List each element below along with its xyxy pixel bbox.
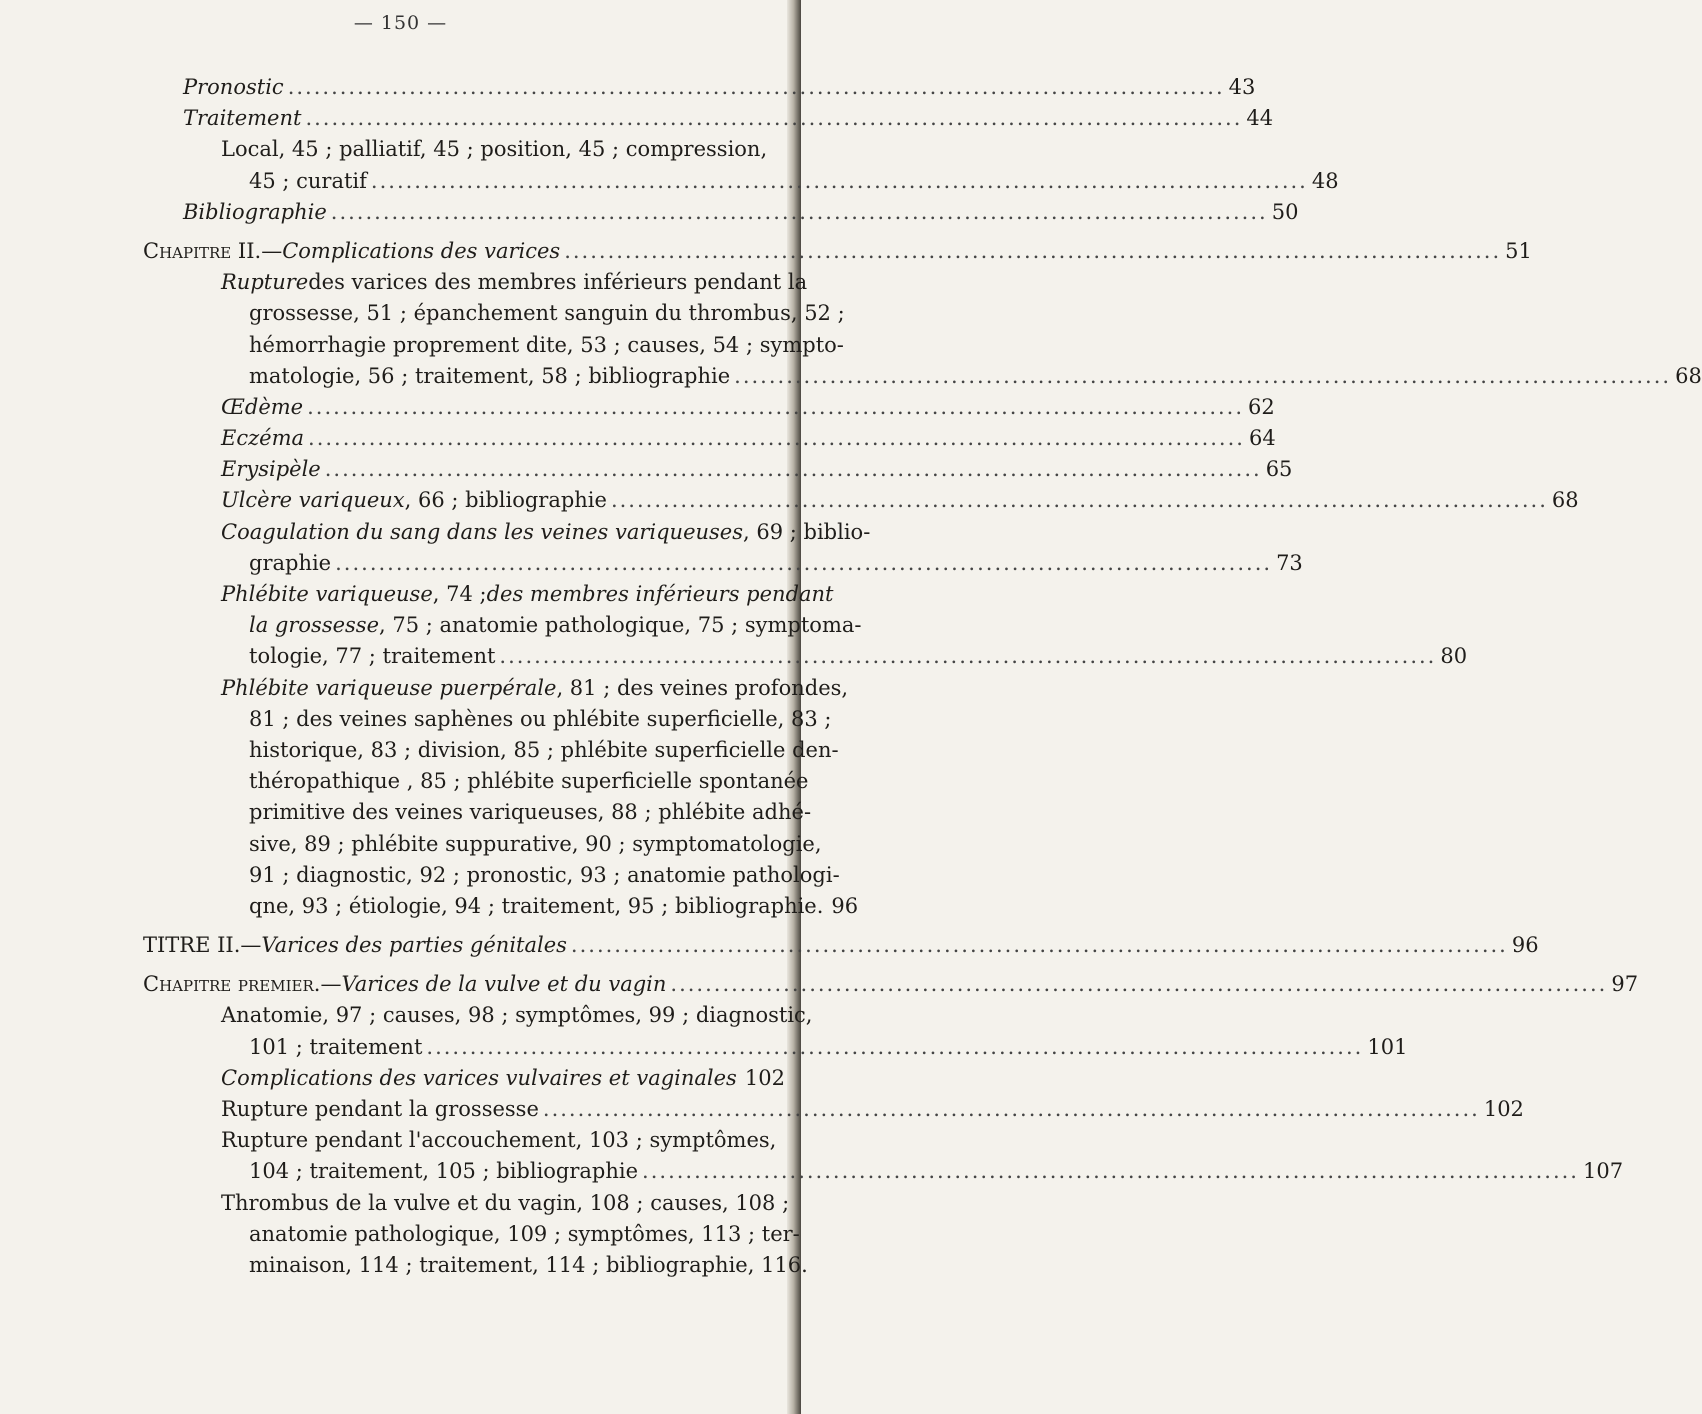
- titre-heading-ii: TITRE II. — Varices des parties génitales ..... 96: [143, 932, 773, 963]
- toc-entry-phlebite-puerperale: Phlébite variqueuse puerpérale , 81 ; des veines profondes,: [221, 675, 849, 700]
- toc-entry-rupture-grossesse: Rupture pendant la grossesse ..... 102: [183, 1096, 773, 1127]
- toc-text-line: Anatomie, 97 ; causes, 98 ; symptômes, 99 ; diagnostic,: [221, 1003, 813, 1028]
- toc-entry-rupture: Rupture des varices des membres inférieurs pendant la: [221, 270, 808, 295]
- toc-entry-eczema: Eczéma ..... 64: [183, 425, 773, 456]
- toc-entry-oedeme: Œdème ..... 62: [183, 394, 773, 425]
- toc-entry-ulcere: Ulcère variqueux , 66 ; bibliographie ..... 68: [183, 487, 773, 518]
- toc-text-line: Local, 45 ; palliatif, 45 ; position, 45 ; compression,: [221, 137, 768, 162]
- toc-text-line: primitive des veines variqueuses, 88 ; phlébite adhé-: [249, 800, 812, 825]
- toc-text-line: hémorrhagie proprement dite, 53 ; causes, 54 ; sympto-: [249, 332, 844, 357]
- toc-text-line: anatomie pathologique, 109 ; symptômes, 113 ; ter-: [249, 1221, 800, 1246]
- toc-entry-erysipele: Erysipèle ..... 65: [183, 456, 773, 487]
- toc-entry-phlebite: Phlébite variqueuse , 74 ; des membres inférieurs pendant: [221, 582, 834, 606]
- toc-entry-traitement: Traitement ..... 44: [183, 105, 773, 136]
- toc-text-line: théropathique , 85 ; phlébite superficielle spontanée: [249, 769, 809, 794]
- toc-entry-bibliographie: Bibliographie ..... 50: [183, 199, 773, 230]
- chapter-heading-premier: Chapitre premier. — Varices de la vulve et du vagin ..... 97: [143, 971, 773, 1002]
- toc-entry-pronostic: Pronostic ..... 43: [183, 74, 773, 105]
- toc-text-line: matologie, 56 ; traitement, 58 ; bibliographie ..... 68: [183, 363, 773, 394]
- toc-text-line: minaison, 114 ; traitement, 114 ; bibliographie, 116.: [249, 1252, 808, 1277]
- toc-entry-thrombus: Thrombus de la vulve et du vagin, 108 ; causes, 108 ;: [221, 1190, 790, 1215]
- toc-text-line: tologie, 77 ; traitement ..... 80: [183, 643, 773, 674]
- toc-text-line: historique, 83 ; division, 85 ; phlébite superficielle den-: [249, 737, 839, 762]
- toc-text-line: sive, 89 ; phlébite suppurative, 90 ; symptomatologie,: [249, 831, 822, 856]
- toc-text-line: grossesse, 51 ; épanchement sanguin du thrombus, 52 ;: [249, 301, 845, 326]
- toc-text-line: graphie ..... 73: [183, 550, 773, 581]
- chapter-heading-ii: Chapitre II. — Complications des varices ..... 51: [143, 238, 773, 269]
- toc-text-line: 45 ; curatif ..... 48: [183, 168, 773, 199]
- toc-entry-coagulation: Coagulation du sang dans les veines variqueuses , 69 ; biblio-: [221, 519, 871, 544]
- toc-text-line: qne, 93 ; étiologie, 94 ; traitement, 95 ; bibliographie. 96: [249, 893, 859, 918]
- toc-entry-complications: Complications des varices vulvaires et vaginales 102: [221, 1065, 785, 1090]
- toc-text-line: 91 ; diagnostic, 92 ; pronostic, 93 ; anatomie pathologi-: [249, 862, 840, 887]
- toc-text-line: 104 ; traitement, 105 ; bibliographie ..... 107: [183, 1158, 773, 1189]
- toc-text-line: 101 ; traitement ..... 101: [183, 1034, 773, 1065]
- toc-text-line: la grossesse , 75 ; anatomie pathologique, 75 ; symptoma-: [249, 613, 862, 638]
- table-of-contents: [143, 74, 1702, 1283]
- page-number: — 150 —: [353, 12, 448, 34]
- toc-entry-rupture-accouchement: Rupture pendant l'accouchement, 103 ; symptômes,: [221, 1128, 777, 1153]
- toc-text-line: 81 ; des veines saphènes ou phlébite superficielle, 83 ;: [249, 706, 832, 731]
